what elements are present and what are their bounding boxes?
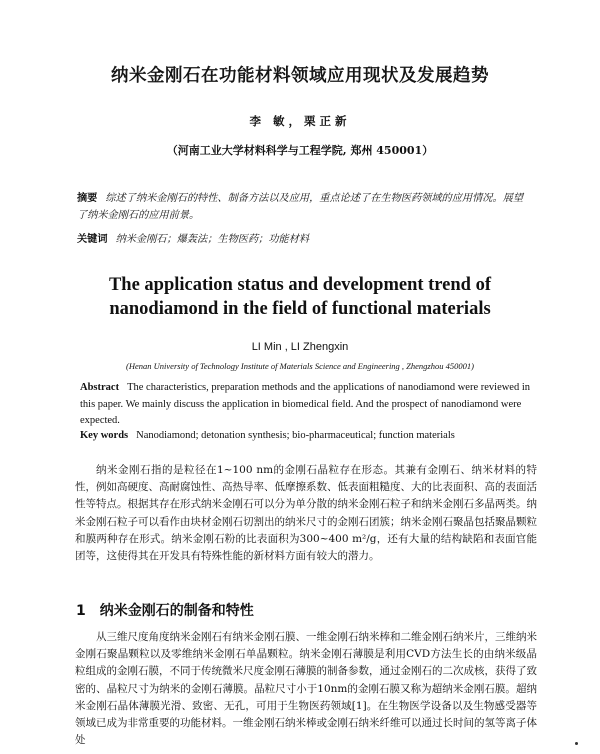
english-abstract	[80, 380, 530, 430]
english-title-line-1: The application status and development trend of	[108, 275, 492, 295]
english-abstract-text: The characteristics, preparation methods and the applications of nanodiamond were reviewed in this paper. We mainly discuss the application in biomedical field. And the prospect of nanodiamond were expected.	[80, 382, 531, 426]
english-keywords-label: Key words	[80, 430, 129, 441]
chinese-abstract	[77, 190, 532, 224]
chinese-authors: 李 敏，栗正新	[249, 114, 351, 128]
english-affiliation: (Henan University of Technology Institute of Materials Science and Engineering , Zhengzhou 450001)	[126, 361, 474, 371]
english-title-line-2: nanodiamond in the field of functional materials	[109, 299, 491, 319]
section-title: 纳米金刚石的制备和特性	[99, 603, 254, 619]
chinese-affiliation: （河南工业大学材料科学与工程学院, 郑州 450001）	[166, 144, 434, 157]
chinese-keywords-text: 纳米金刚石；爆轰法；生物医药；功能材料	[115, 234, 310, 245]
english-abstract-label: Abstract	[80, 382, 120, 393]
body-paragraph-1: 纳米金刚石指的是粒径在1~100 nm的金刚石晶粒存在形态。其兼有金刚石、纳米材料的特性，例如高硬度、高耐腐蚀性、高热导率、低摩擦系数、低表面粗糙度、大的比表面积、高的表面活性等特点。根据其存在形式纳米金刚石可以分为单分散的纳米金刚石粒子和纳米金刚石多晶两类。纳米金刚石粒子可以看作由块材金刚石切割出的纳米尺寸的金刚石团簇；纳米金刚石聚晶包括聚晶颗粒和膜两种存在形式。纳米金刚石粉的比表面积为300~400 m²/g，还有大量的结构缺陷和表面官能团等，这使得其在开发具有特殊性能的新材料方面有较大的潜力。	[75, 464, 537, 563]
english-title	[0, 273, 600, 321]
body-paragraph-2: 从三维尺度角度纳米金刚石有纳米金刚石膜、一维金刚石纳米棒和二维金刚石纳米片，三维纳米金刚石聚晶颗粒以及零维纳米金刚石单晶颗粒。纳米金刚石薄膜是利用CVD方法生长的由纳米级晶粒组成的金刚石膜，不同于传统微米尺度金刚石薄膜的制备参数，通过金刚石的二次成核，获得了致密的、晶粒尺寸为纳米的金刚石薄膜。晶粒尺寸小于10nm的金刚石膜又称为超纳米金刚石膜。超纳米金刚石晶体薄膜光滑、致密、无孔，可用于生物医药领域[1]。在生物医学设备以及生物感受器等领域已成为非常重要的功能材料。一维金刚石纳米棒或金刚石纳米纤维可以通过长时间的氢等离子体处	[75, 631, 537, 747]
english-keywords	[80, 430, 530, 441]
chinese-title: 纳米金刚石在功能材料领域应用现状及发展趋势	[111, 66, 489, 86]
chinese-keywords	[77, 230, 532, 245]
scan-speck	[575, 742, 578, 745]
chinese-abstract-text: 综述了纳米金刚石的特性、制备方法以及应用，重点论述了在生物医药领域的应用情况。展望了纳米金刚石的应用前景。	[77, 193, 524, 221]
english-authors: LI Min , LI Zhengxin	[251, 341, 349, 353]
section-heading-1	[76, 600, 254, 620]
chinese-abstract-label: 摘要	[77, 192, 98, 204]
chinese-keywords-label: 关键词	[77, 233, 108, 245]
section-number: 1	[76, 603, 86, 619]
english-keywords-text: Nanodiamond; detonation synthesis; bio-pharmaceutical; function materials	[136, 430, 455, 441]
